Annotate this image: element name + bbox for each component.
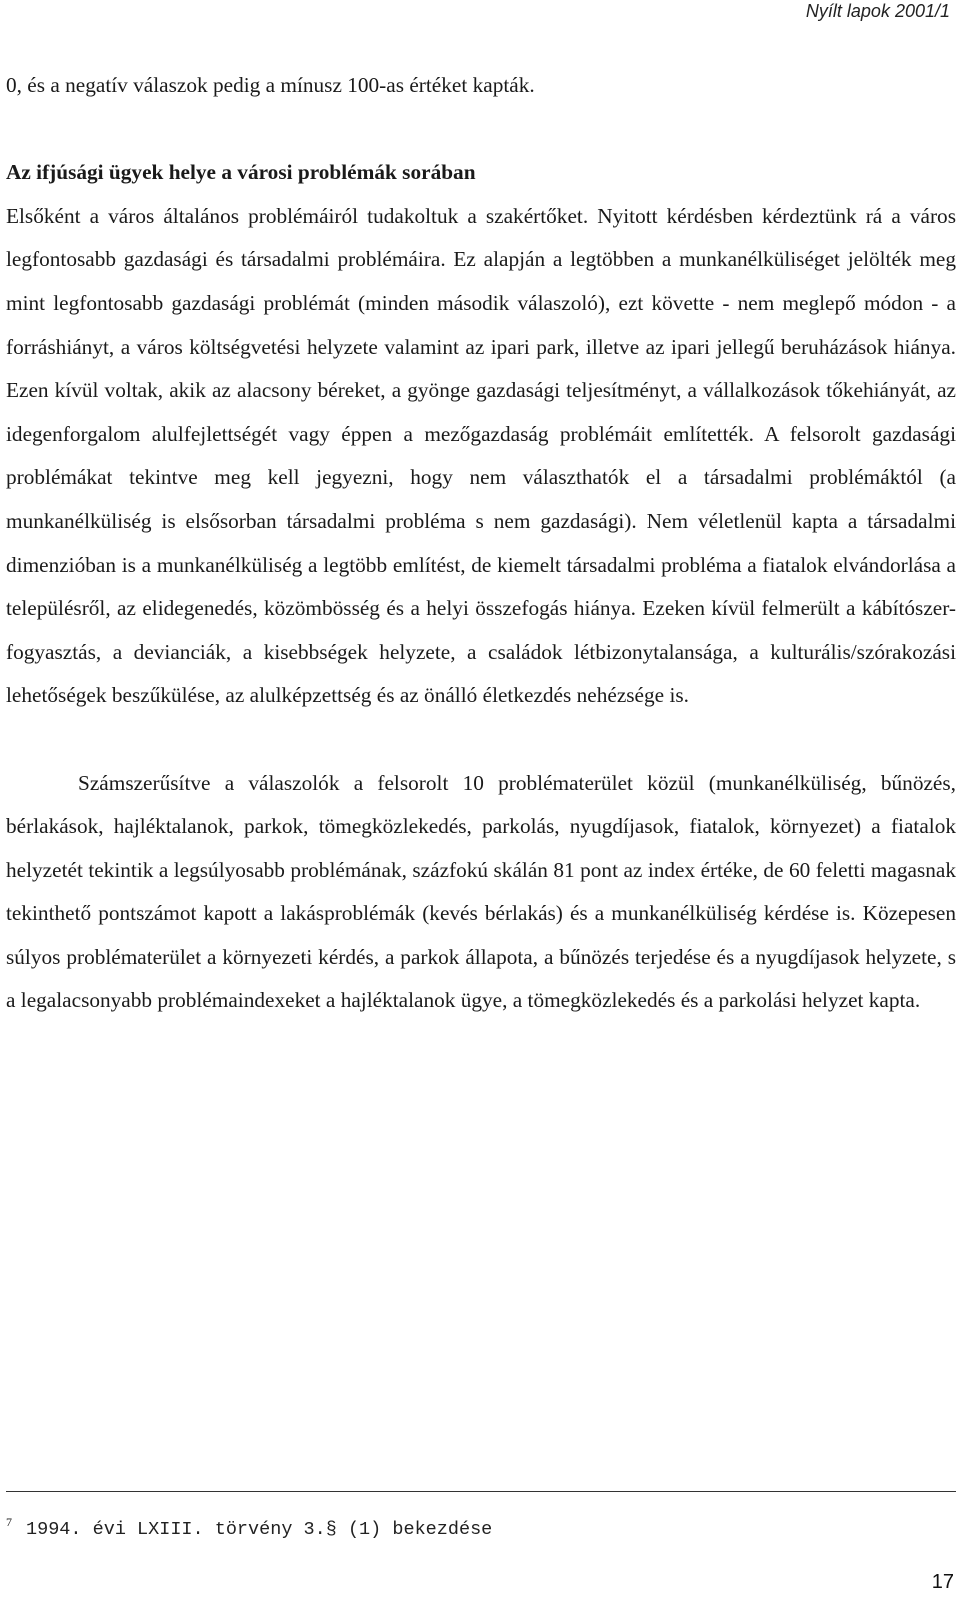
footnote-rule bbox=[6, 1491, 956, 1492]
footnote bbox=[6, 1515, 492, 1540]
section-heading: Az ifjúsági ügyek helye a városi problémák sorában bbox=[6, 160, 476, 185]
running-head: Nyílt lapok 2001/1 bbox=[805, 1, 950, 21]
footnote-text: 1994. évi LXIII. törvény 3.§ (1) bekezdése bbox=[26, 1519, 493, 1540]
paragraph-1: Elsőként a város általános problémáiról tudakoltuk a szakértőket. Nyitott kérdésben kérdeztünk rá a város legfontosabb gazdasági és társadalmi problémáira. Ez alapján a legtöbben a munkanélküliséget jelölték meg mint legfontosabb gazdasági problémát (minden második válaszoló), ezt követte - nem meglepő módon - a forráshiányt, a város költségvetési helyzete valamint az ipari park, illetve az ipari jellegű beruházások hiánya. Ezen kívül voltak, akik az alacsony béreket, a gyönge gazdasági teljesítményt, a vállalkozások tőkehiányát, az idegenforgalom alulfejlettségét vagy éppen a mezőgazdaság problémáit említették. A felsorolt gazdasági problémákat tekintve meg kell jegyezni, hogy nem választhatók el a társadalmi problémáktól (a munkanélküliség is elsősorban társadalmi probléma s nem gazdasági). Nem véletlenül kapta a társadalmi dimenzióban is a munkanélküliség a legtöbb említést, de kiemelt társadalmi probléma a fiatalok elvándorlása a településről, az elidegenedés, közömbösség és a helyi összefogás hiánya. Ezeken kívül felmerült a kábítószer-fogyasztás, a devianciák, a kisebbségek helyzete, a családok létbizonytalansága, a kulturális/szórakozási lehetőségek beszűkülése, az alulképzettség és az önálló életkezdés nehézsége is. bbox=[6, 203, 956, 708]
continuation-line: 0, és a negatív válaszok pedig a mínusz 100-as értéket kapták. bbox=[6, 73, 535, 97]
paragraph-2: Számszerűsítve a válaszolók a felsorolt 10 problématerület közül (munkanélküliség, bűnözés, bérlakások, hajléktalanok, parkok, tömegközlekedés, parkolás, nyugdíjasok, fiatalok, környezet) a fiatalok helyzetét tekintik a legsúlyosabb problémának, százfokú skálán 81 pont az index értéke, de 60 feletti magasnak tekinthető pontszámot kapott a lakásproblémák (kevés bérlakás) és a munkanélküliség kérdése is. Közepesen súlyos problématerület a környezeti kérdés, a parkok állapota, a bűnözés terjedése és a nyugdíjasok helyzete, s a legalacsonyabb problémaindexeket a hajléktalanok ügye, a tömegközlekedés és a parkolási helyzet kapta. bbox=[6, 770, 956, 1013]
footnote-marker: 7 bbox=[6, 1515, 12, 1529]
blank-line bbox=[6, 108, 956, 152]
body-text bbox=[6, 64, 956, 1023]
page-number: 17 bbox=[931, 1571, 954, 1593]
blank-line bbox=[6, 718, 956, 762]
